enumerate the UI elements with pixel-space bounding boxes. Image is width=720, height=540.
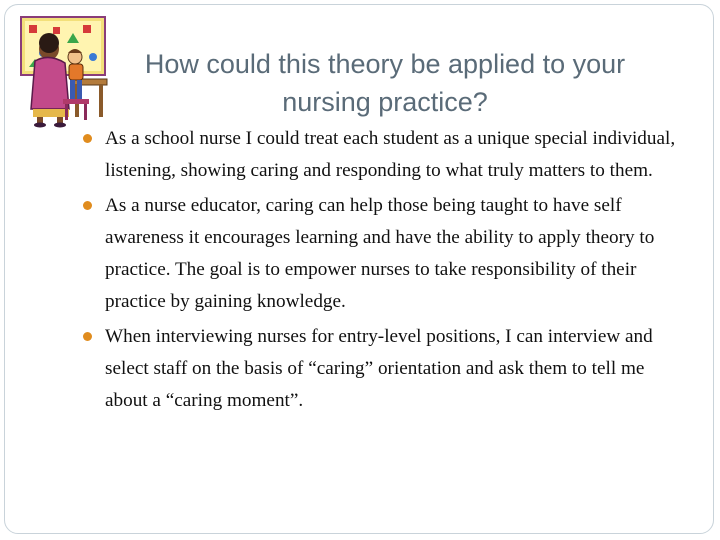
list-item [81,190,687,318]
bullet-text: When interviewing nurses for entry-level positions, I can interview and select staff on the basis of “caring” orientation and ask them to tell me about a “caring moment”. [105,326,653,411]
list-item [81,321,687,417]
list-item [81,123,687,187]
bullet-list [81,123,687,420]
bullet-icon [83,332,92,341]
bullet-text: As a nurse educator, caring can help those being taught to have self awareness it encourages learning and have the ability to apply theory to practice. The goal is to empower nurses to take responsibility of their practice by gaining knowledge. [105,195,655,312]
bullet-icon [83,201,92,210]
nurse-with-child-clipart-icon [13,13,113,128]
bullet-icon [83,134,92,143]
bullet-text: As a school nurse I could treat each student as a unique special individual, listening, showing caring and responding to what truly matters to them. [105,128,676,181]
slide-frame [4,4,714,534]
slide-title: How could this theory be applied to your nursing practice? [144,49,626,118]
